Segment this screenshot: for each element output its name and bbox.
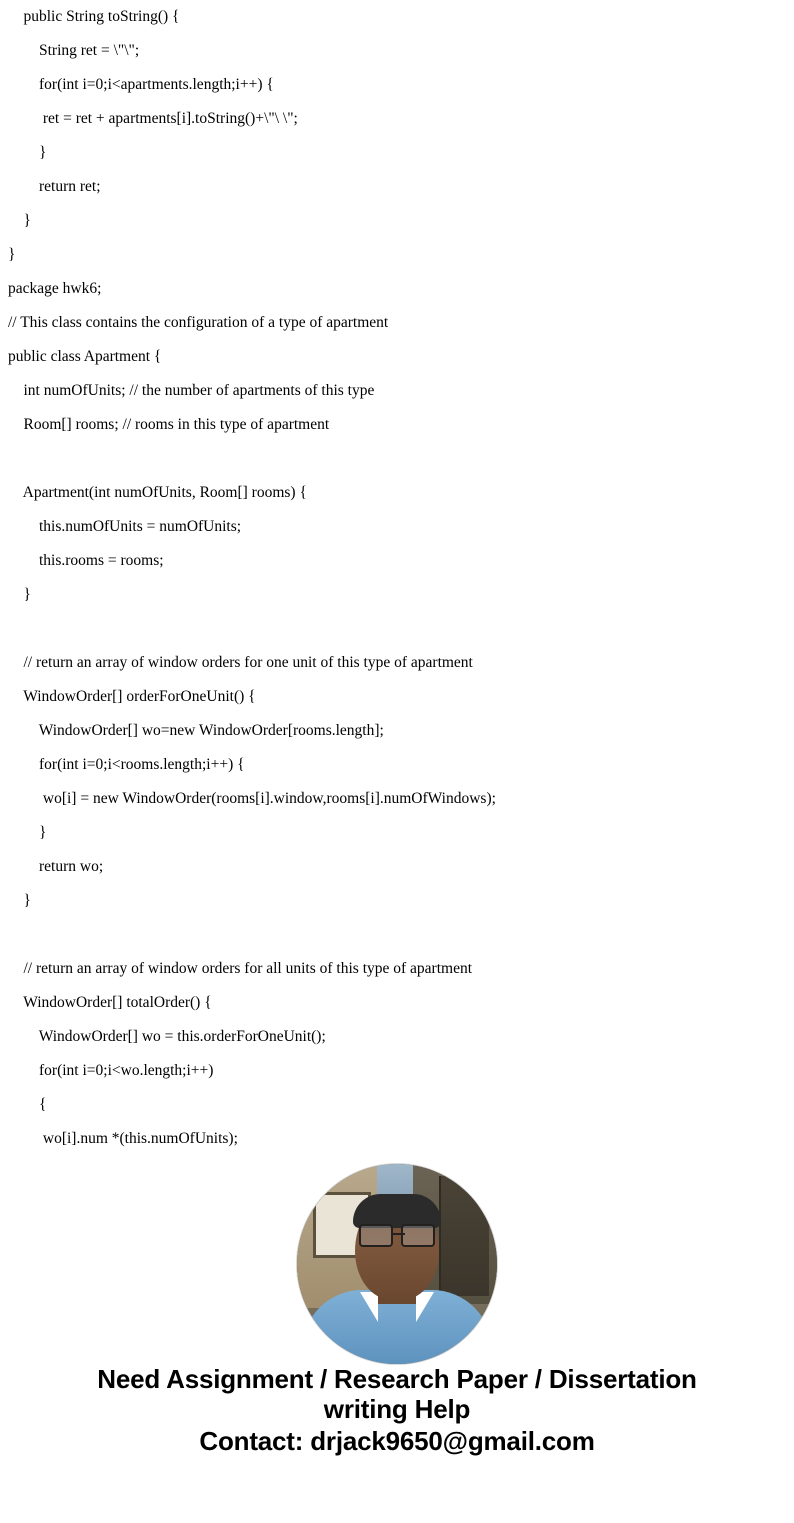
code-line-blank — [8, 612, 786, 646]
code-line: wo[i].num *(this.numOfUnits); — [8, 1130, 238, 1147]
photo-collar-right — [416, 1292, 434, 1322]
code-line: for(int i=0;i<wo.length;i++) — [8, 1062, 214, 1079]
promo-banner — [8, 1164, 786, 1486]
photo-door — [439, 1176, 489, 1296]
code-line: String ret = \"\"; — [8, 42, 140, 59]
code-line: int numOfUnits; // the number of apartments of this type — [8, 382, 375, 399]
code-line: this.rooms = rooms; — [8, 552, 164, 569]
photo-glasses-left — [359, 1224, 393, 1247]
code-line: WindowOrder[] wo=new WindowOrder[rooms.length]; — [8, 722, 384, 739]
code-line: } — [8, 144, 47, 161]
code-line: return ret; — [8, 178, 101, 195]
photo-glasses-bridge — [391, 1233, 405, 1235]
code-line: { — [8, 1096, 47, 1113]
code-line-blank — [8, 918, 786, 952]
photo-glasses-right — [401, 1224, 435, 1247]
avatar — [297, 1164, 497, 1364]
code-line: package hwk6; — [8, 280, 102, 297]
code-line: ret = ret + apartments[i].toString()+\"\ \"; — [8, 110, 298, 127]
code-line: } — [8, 892, 31, 909]
code-line: for(int i=0;i<rooms.length;i++) { — [8, 756, 245, 773]
code-line: // return an array of window orders for all units of this type of apartment — [8, 960, 473, 977]
code-line: public class Apartment { — [8, 348, 162, 365]
code-line: WindowOrder[] totalOrder() { — [8, 994, 212, 1011]
photo-collar-left — [360, 1292, 378, 1322]
photo-hair — [353, 1194, 441, 1228]
code-line: WindowOrder[] wo = this.orderForOneUnit(); — [8, 1028, 326, 1045]
code-line: wo[i] = new WindowOrder(rooms[i].window,rooms[i].numOfWindows); — [8, 790, 496, 807]
code-line: } — [8, 586, 31, 603]
code-line: } — [8, 824, 47, 841]
code-line: // return an array of window orders for one unit of this type of apartment — [8, 654, 473, 671]
code-line: this.numOfUnits = numOfUnits; — [8, 518, 242, 535]
code-line: for(int i=0;i<apartments.length;i++) { — [8, 76, 274, 93]
promo-contact: Contact: drjack9650@gmail.com — [199, 1426, 595, 1456]
code-line: WindowOrder[] orderForOneUnit() { — [8, 688, 256, 705]
promo-headline-line-2: writing Help — [323, 1394, 471, 1424]
code-line-blank — [8, 442, 786, 476]
code-line: } — [8, 246, 16, 263]
avatar-wrapper — [8, 1164, 786, 1364]
code-line: Room[] rooms; // rooms in this type of apartment — [8, 416, 330, 433]
code-line: } — [8, 212, 31, 229]
code-line: public String toString() { — [8, 8, 180, 25]
promo-headline-line-1: Need Assignment / Research Paper / Dissertation — [97, 1364, 697, 1394]
code-listing — [8, 0, 786, 1156]
code-line: // This class contains the configuration of a type of apartment — [8, 314, 389, 331]
code-line: return wo; — [8, 858, 104, 875]
code-line: Apartment(int numOfUnits, Room[] rooms) { — [8, 484, 307, 501]
